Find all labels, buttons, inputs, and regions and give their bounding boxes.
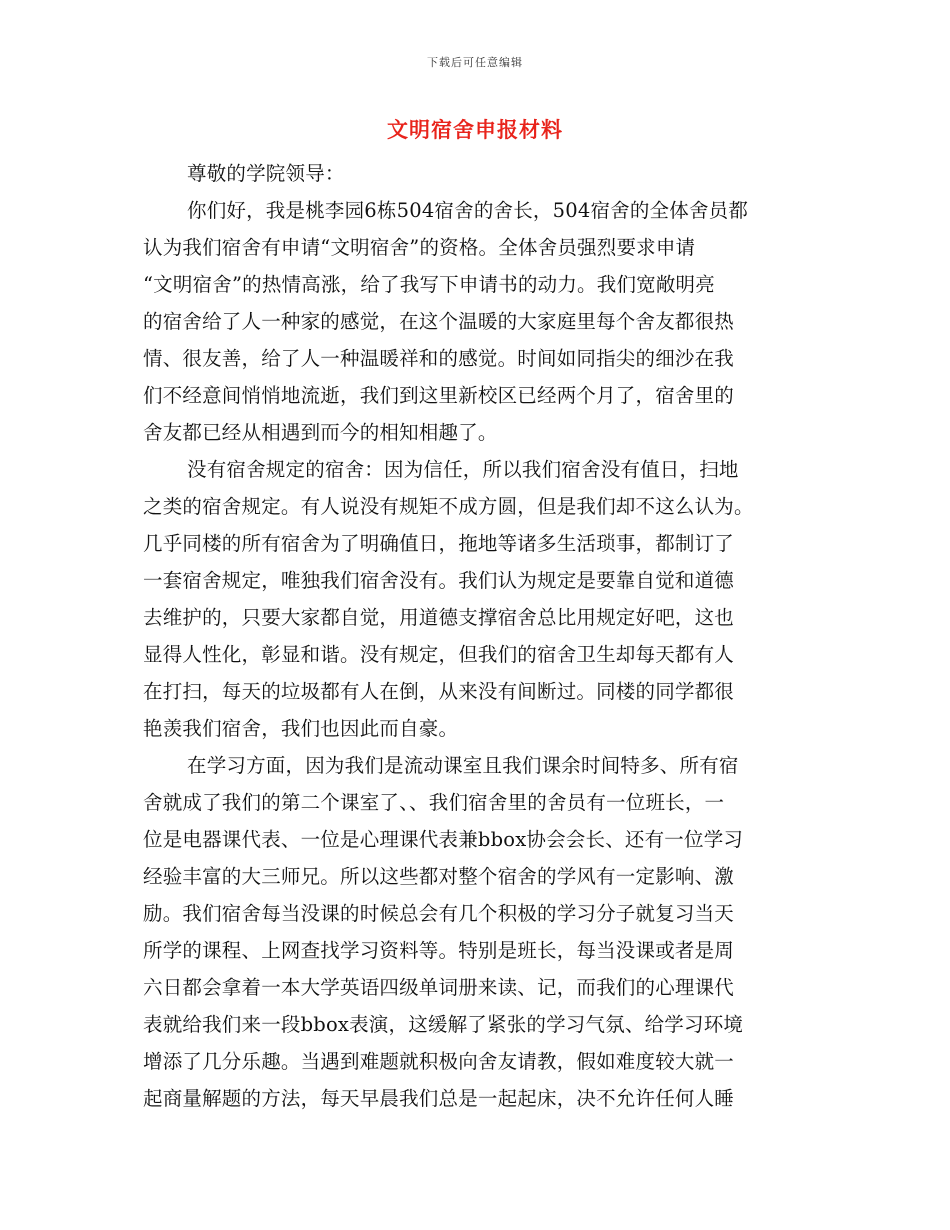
paragraph-line: 之类的宿舍规定。有人说没有规矩不成方圆，但是我们却不这么认为。 — [143, 495, 754, 518]
paragraph-line: 的宿舍给了人一种家的感觉，在这个温暖的大家庭里每个舍友都很热 — [143, 310, 735, 333]
paragraph-line: 经验丰富的大三师兄。所以这些都对整个宿舍的学风有一定影响、激 — [143, 865, 735, 888]
paragraph-line: 在打扫，每天的垃圾都有人在倒，从来没有间断过。同楼的同学都很 — [143, 680, 735, 703]
paragraph-line: 去维护的，只要大家都自觉，用道德支撑宿舍总比用规定好吧，这也 — [143, 606, 735, 629]
paragraph-line: “文明宿舍”的热情高涨，给了我写下申请书的动力。我们宽敞明亮 — [143, 273, 715, 296]
paragraph-line: 艳羡我们宿舍，我们也因此而自豪。 — [143, 717, 459, 740]
salutation-line: 尊敬的学院领导： — [187, 162, 345, 185]
paragraph-line: 励。我们宿舍每当没课的时候总会有几个积极的学习分子就复习当天 — [143, 902, 735, 925]
paragraph-line: 舍友都已经从相遇到而今的相知相趣了。 — [143, 421, 498, 444]
paragraph-line: 情、很友善，给了人一种温暖祥和的感觉。时间如同指尖的细沙在我 — [143, 347, 735, 370]
paragraph-line: 没有宿舍规定的宿舍：因为信任，所以我们宿舍没有值日，扫地 — [187, 458, 739, 481]
paragraph-line: 一套宿舍规定，唯独我们宿舍没有。我们认为规定是要靠自觉和道德 — [143, 569, 735, 592]
paragraph-line: 六日都会拿着一本大学英语四级单词册来读、记，而我们的心理课代 — [143, 976, 735, 999]
paragraph-line: 认为我们宿舍有申请“文明宿舍”的资格。全体舍员强烈要求申请 — [143, 236, 696, 259]
paragraph-line: 增添了几分乐趣。当遇到难题就积极向舍友请教，假如难度较大就一 — [143, 1050, 735, 1073]
paragraph-line: 显得人性化，彰显和谐。没有规定，但我们的宿舍卫生却每天都有人 — [143, 643, 735, 666]
paragraph-line: 几乎同楼的所有宿舍为了明确值日，拖地等诸多生活琐事，都制订了 — [143, 532, 735, 555]
paragraph-line: 你们好，我是桃李园6栋504宿舍的舍长，504宿舍的全体舍员都 — [187, 199, 749, 222]
paragraph-line: 舍就成了我们的第二个课室了、、我们宿舍里的舍员有一位班长，一 — [143, 791, 725, 814]
header-note: 下载后可任意编辑 — [427, 56, 523, 69]
paragraph-line: 在学习方面，因为我们是流动课室且我们课余时间特多、所有宿 — [187, 754, 739, 777]
paragraph-line: 位是电器课代表、一位是心理课代表兼bbox协会会长、还有一位学习 — [143, 828, 744, 851]
paragraph-line: 所学的课程、上网查找学习资料等。特别是班长，每当没课或者是周 — [143, 939, 735, 962]
paragraph-line: 们不经意间悄悄地流逝，我们到这里新校区已经两个月了，宿舍里的 — [143, 384, 735, 407]
paragraph-line: 表就给我们来一段bbox表演，这缓解了紧张的学习气氛、给学习环境 — [143, 1013, 744, 1036]
document-title: 文明宿舍申报材料 — [387, 117, 563, 142]
paragraph-line: 起商量解题的方法，每天早晨我们总是一起起床，决不允许任何人睡 — [143, 1087, 735, 1110]
document-body — [143, 155, 808, 1117]
